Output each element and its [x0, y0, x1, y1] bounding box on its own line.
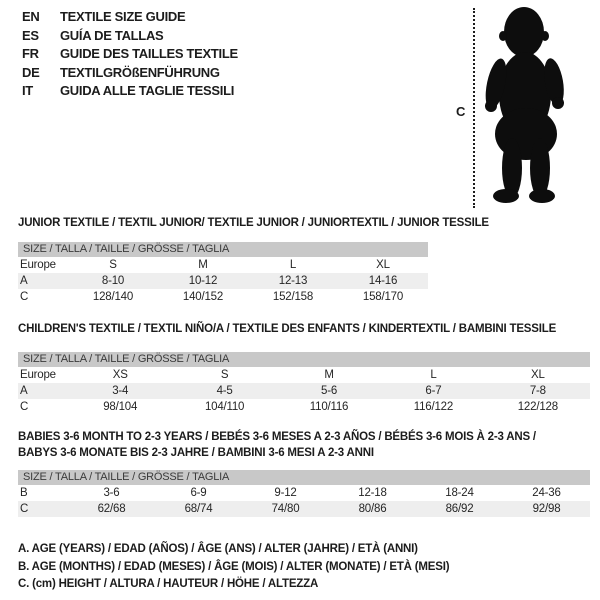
children-table-title: CHILDREN'S TEXTILE / TEXTIL NIÑO/A / TEXTILE DES ENFANTS / KINDERTEXTIL / BAMBINI TESSILE	[18, 323, 557, 335]
table-cell: 98/104	[103, 401, 138, 413]
tables-section	[18, 216, 590, 594]
language-row-en	[22, 8, 238, 27]
table-cell: 3-4	[112, 385, 129, 397]
language-code: ES	[22, 27, 39, 43]
size-header-bar: SIZE / TALLA / TAILLE / GRÖSSE / TAGLIA	[18, 352, 590, 367]
row-label: C	[20, 401, 29, 413]
junior-size-table	[18, 242, 428, 305]
language-row-es	[22, 27, 238, 46]
table-cell: 6-7	[425, 385, 442, 397]
language-code: EN	[22, 9, 40, 24]
language-row-it	[22, 82, 238, 101]
table-cell: S	[220, 369, 229, 381]
table-row	[18, 289, 428, 305]
table-cell: 80/86	[358, 503, 387, 515]
babies-table-title-line1: BABIES 3-6 MONTH TO 2-3 YEARS / BEBÉS 3-6 MESES A 2-3 AÑOS / BÉBÉS 3-6 MOIS À 2-3 ANS /	[18, 431, 536, 443]
measure-c-label: C	[456, 104, 466, 119]
table-cell: 12-18	[358, 487, 387, 499]
table-cell: L	[289, 259, 297, 271]
row-label: Europe	[20, 259, 56, 271]
row-label: A	[20, 385, 28, 397]
table-row	[18, 383, 590, 399]
table-cell: 8-10	[101, 275, 125, 287]
table-cell: 62/68	[97, 503, 126, 515]
row-label: Europe	[20, 369, 56, 381]
babies-size-table	[18, 470, 590, 517]
language-code: DE	[22, 64, 40, 80]
language-title: GUIDE DES TAILLES TEXTILE	[60, 46, 238, 61]
row-label: A	[20, 275, 28, 287]
babies-table-title-line2: BABYS 3-6 MONATE BIS 2-3 JAHRE / BAMBINI 3-6 MESI A 2-3 ANNI	[18, 447, 374, 459]
table-row	[18, 273, 428, 289]
table-cell: 122/128	[517, 401, 558, 413]
table-cell: 92/98	[532, 503, 561, 515]
legend-line-c: C. (cm) HEIGHT / ALTURA / HAUTEUR / HÖHE / ALTEZZA	[18, 578, 319, 590]
row-label: C	[20, 503, 29, 515]
table-cell: 14-16	[368, 275, 398, 287]
language-code: IT	[22, 83, 33, 98]
table-cell: S	[109, 259, 117, 271]
table-cell: XL	[530, 369, 545, 381]
table-cell: 86/92	[445, 503, 474, 515]
language-title: TEXTILE SIZE GUIDE	[60, 9, 186, 24]
size-header-bar: SIZE / TALLA / TAILLE / GRÖSSE / TAGLIA	[18, 470, 590, 485]
table-cell: 12-13	[278, 275, 308, 287]
toddler-silhouette-icon	[482, 6, 570, 208]
table-cell: 104/110	[204, 401, 245, 413]
row-label: C	[20, 291, 29, 303]
table-cell: 110/116	[309, 401, 349, 413]
legend-line-a: A. AGE (YEARS) / EDAD (AÑOS) / ÂGE (ANS) / ALTER (JAHRE) / ETÀ (ANNI)	[18, 543, 418, 555]
row-label: B	[20, 487, 28, 499]
language-row-de	[22, 64, 238, 83]
children-size-table	[18, 352, 590, 415]
table-row	[18, 485, 590, 501]
table-cell: 68/74	[184, 503, 213, 515]
table-row	[18, 257, 428, 273]
table-row	[18, 399, 590, 415]
height-dotted-line	[473, 8, 475, 208]
language-row-fr	[22, 45, 238, 64]
table-cell: 9-12	[274, 487, 297, 499]
table-cell: 5-6	[321, 385, 338, 397]
table-cell: 7-8	[529, 385, 546, 397]
table-cell: 140/152	[182, 291, 224, 303]
table-row	[18, 367, 590, 383]
table-cell: 74/80	[271, 503, 300, 515]
table-row	[18, 501, 590, 517]
size-header-bar: SIZE / TALLA / TAILLE / GRÖSSE / TAGLIA	[18, 242, 428, 257]
height-measure-figure	[440, 4, 580, 212]
language-title: GUÍA DE TALLAS	[60, 27, 164, 43]
table-cell: 10-12	[188, 275, 218, 287]
language-code: FR	[22, 46, 39, 61]
table-cell: M	[324, 369, 334, 381]
table-cell: 128/140	[92, 291, 134, 303]
measure-legend	[18, 541, 590, 594]
table-cell: XL	[376, 259, 390, 271]
table-cell: 6-9	[190, 487, 207, 499]
table-cell: 3-6	[103, 487, 120, 499]
table-cell: 24-36	[532, 487, 561, 499]
junior-table-title: JUNIOR TEXTILE / TEXTIL JUNIOR/ TEXTILE JUNIOR / JUNIORTEXTIL / JUNIOR TESSILE	[18, 217, 489, 229]
table-cell: M	[198, 259, 208, 271]
table-cell: 116/122	[413, 401, 454, 413]
table-cell: L	[430, 369, 437, 381]
legend-line-b: B. AGE (MONTHS) / EDAD (MESES) / ÂGE (MOIS) / ALTER (MONATE) / ETÀ (MESI)	[18, 560, 450, 573]
language-title: GUIDA ALLE TAGLIE TESSILI	[60, 83, 235, 98]
table-cell: 152/158	[272, 291, 314, 303]
table-cell: 18-24	[445, 487, 474, 499]
table-cell: XS	[112, 369, 128, 381]
language-title: TEXTILGRÖßENFÜHRUNG	[60, 64, 220, 80]
language-title-list	[22, 8, 238, 101]
table-cell: 4-5	[216, 385, 233, 397]
table-cell: 158/170	[362, 291, 404, 303]
